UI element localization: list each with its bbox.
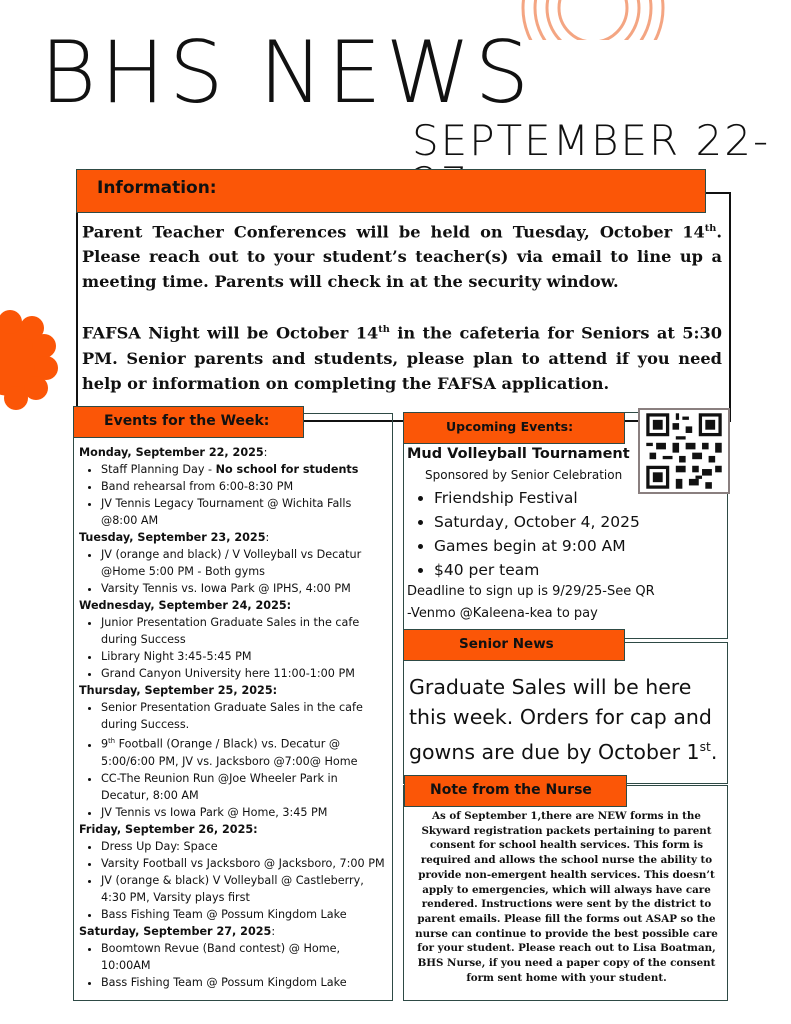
upcoming-list (416, 486, 640, 582)
tuesday-day: Tuesday, September 23, 2025: (79, 531, 270, 544)
events-list (79, 444, 389, 991)
list-item: • Saturday, October 4, 2025 (434, 510, 640, 534)
list-item: • Junior Presentation Graduate Sales in the cafe during Success (101, 614, 389, 648)
list-item: • Senior Presentation Graduate Sales in the cafe during Success. (101, 699, 389, 733)
qr-code-icon[interactable] (638, 408, 730, 494)
flower-shape-decoration (0, 310, 60, 410)
list-item: • Dress Up Day: Space (101, 838, 389, 855)
thursday-day: Thursday, September 25, 2025: (79, 684, 278, 697)
conference-paragraph: Parent Teacher Conferences will be held on Tuesday, October 14th. Please reach out to your student’s teacher(s) via email to line up a meeting time. Parents will check in at the security window. (82, 222, 722, 292)
deadline-text (407, 581, 727, 625)
list-item: • Games begin at 9:00 AM (434, 534, 640, 558)
fafsa-paragraph: FAFSA Night will be October 14th in the cafeteria for Seniors at 5:30 PM. Senior parents and students, please plan to attend if you need help or information on completing the FAFSA application. (82, 323, 722, 393)
senior-news-heading: Senior News (403, 629, 625, 661)
mud-volleyball-title: Mud Volleyball Tournament (407, 446, 630, 462)
list-item: • Varsity Football vs Jacksboro @ Jacksboro, 7:00 PM (101, 855, 389, 872)
list-item: • 9th Football (Orange / Black) vs. Decatur @ 5:00/6:00 PM, JV vs. Jacksboro @7:00@ Home (101, 733, 389, 770)
list-item: • JV Tennis Legacy Tournament @ Wichita Falls @8:00 AM (101, 495, 389, 529)
information-text (82, 216, 722, 419)
senior-news-text: Graduate Sales will be here this week. Orders for cap and gowns are due by October 1st. (409, 675, 718, 764)
nurse-text: As of September 1,there are NEW forms in the Skyward registration packets pertaining to parent consent for school health services. This form is required and allows the school nurse the ability to provide non-emergent health services. This doesn’t apply to emergencies, which will always have care rendered. Instructions were sent by the district to parent emails. Please fill the forms out ASAP so the nurse can continue to provide the best possible care for your student. Please reach out to Lisa Boatman, BHS Nurse, if you need a paper copy of the consent form sent home with your student. (415, 810, 718, 984)
venmo-line: -Venmo @Kaleena-kea to pay (407, 606, 598, 621)
friday-day: Friday, September 26, 2025: (79, 822, 258, 836)
page-title: BHS NEWS (40, 23, 534, 123)
information-heading: Information: (76, 169, 706, 213)
list-item: • CC-The Reunion Run @Joe Wheeler Park in Decatur, 8:00 AM (101, 770, 389, 804)
list-item: • $40 per team (434, 558, 640, 582)
list-item: • Staff Planning Day - No school for students (101, 461, 389, 478)
date-range-subtitle: SEPTEMBER 22- (412, 116, 771, 165)
list-item: • Library Night 3:45-5:45 PM (101, 648, 389, 665)
list-item: • Boomtown Revue (Band contest) @ Home, 10:00AM (101, 940, 389, 974)
list-item: • JV (orange & black) V Volleyball @ Castleberry, 4:30 PM, Varsity plays first (101, 872, 389, 906)
list-item: • JV Tennis vs Iowa Park @ Home, 3:45 PM (101, 804, 389, 821)
list-item: • Varsity Tennis vs. Iowa Park @ IPHS, 4:00 PM (101, 580, 389, 597)
sponsor-text: Sponsored by Senior Celebration (425, 468, 623, 482)
list-item: • Grand Canyon University here 11:00-1:00 PM (101, 665, 389, 682)
nurse-heading: Note from the Nurse (404, 775, 627, 807)
list-item: • Bass Fishing Team @ Possum Kingdom Lake (101, 974, 389, 991)
monday-day: Monday, September 22, 2025: (79, 446, 268, 459)
list-item: • Friendship Festival (434, 486, 640, 510)
concentric-circles-decoration (515, 0, 685, 40)
upcoming-heading: Upcoming Events: (403, 412, 625, 444)
events-heading: Events for the Week: (73, 406, 304, 438)
list-item: • Bass Fishing Team @ Possum Kingdom Lake (101, 906, 389, 923)
wednesday-day: Wednesday, September 24, 2025: (79, 599, 292, 612)
deadline-line: Deadline to sign up is 9/29/25-See QR (407, 584, 655, 599)
list-item: • JV (orange and black) / V Volleyball vs Decatur @Home 5:00 PM - Both gyms (101, 546, 389, 580)
list-item: • Band rehearsal from 6:00-8:30 PM (101, 478, 389, 495)
saturday-day: Saturday, September 27, 2025: (79, 924, 276, 938)
